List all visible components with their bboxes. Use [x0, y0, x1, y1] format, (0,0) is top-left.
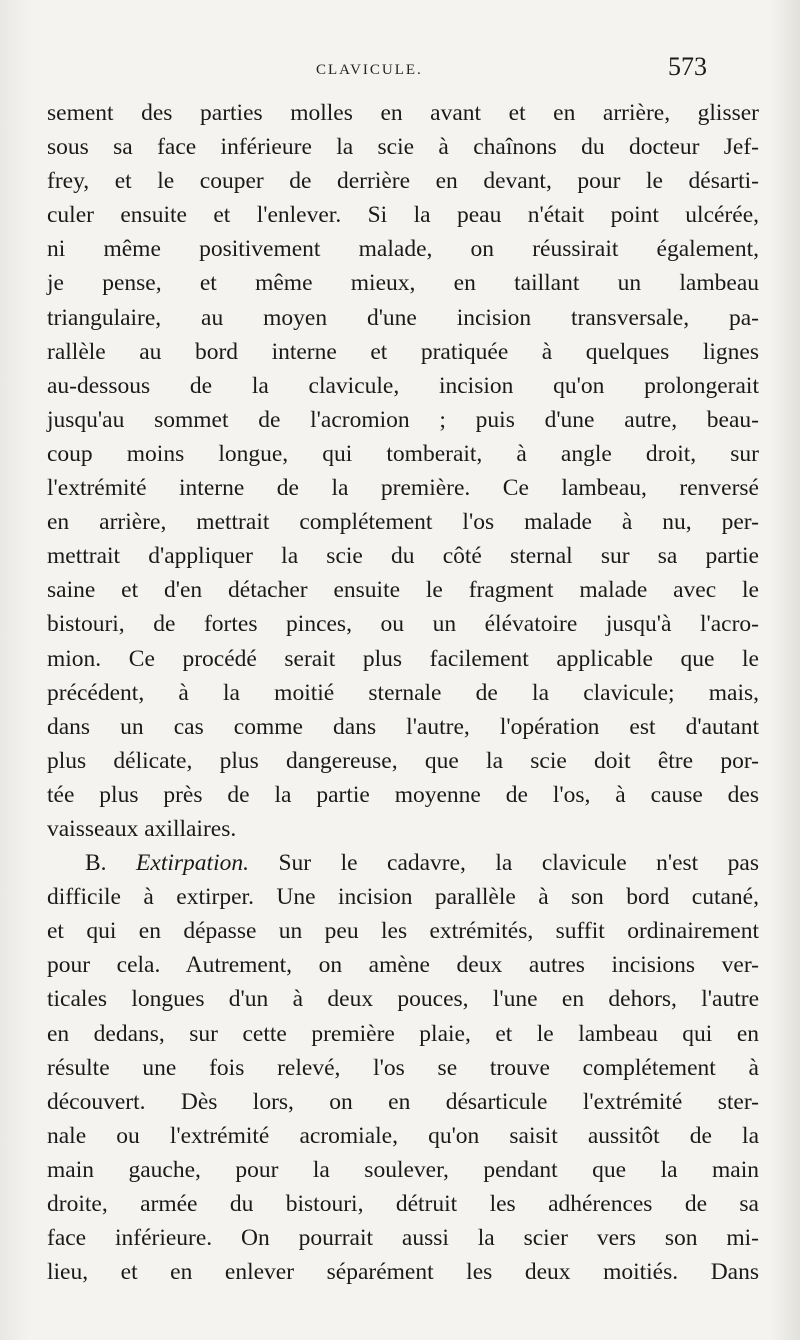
text-line: bistouri, de fortes pinces, ou un élévatoire jusqu'à l'acro- [47, 611, 759, 638]
text-line: nale ou l'extrémité acromiale, qu'on saisit aussitôt de la [47, 1122, 759, 1149]
text-line: triangulaire, au moyen d'une incision transversale, pa- [47, 304, 759, 331]
text-line: ticales longues d'un à deux pouces, l'une en dehors, l'autre [47, 986, 759, 1013]
paragraph-2-first-line [47, 846, 759, 880]
text-line: difficile à extirper. Une incision parallèle à son bord cutané, [47, 884, 759, 911]
text-line: plus délicate, plus dangereuse, que la scie doit être por- [47, 747, 759, 774]
body-text [47, 96, 759, 1289]
text-line: rallèle au bord interne et pratiquée à quelques lignes [47, 338, 759, 365]
text-line: droite, armée du bistouri, détruit les adhérences de sa [47, 1191, 759, 1217]
section-label: B. [85, 850, 107, 877]
text-line: coup moins longue, qui tomberait, à angle droit, sur [47, 440, 759, 467]
text-line: tée plus près de la partie moyenne de l'os, à cause des [47, 781, 759, 808]
text-line: ni même positivement malade, on réussirait également, [47, 236, 759, 263]
running-title: CLAVICULE. [316, 62, 423, 78]
text-line: main gauche, pour la soulever, pendant que la main [47, 1156, 759, 1183]
text-line: jusqu'au sommet de l'acromion ; puis d'une autre, beau- [47, 406, 759, 433]
text-line: dans un cas comme dans l'autre, l'opération est d'autant [47, 713, 759, 740]
text-line: précédent, à la moitié sternale de la clavicule; mais, [47, 679, 759, 706]
text-line: je pense, et même mieux, en taillant un lambeau [47, 270, 759, 297]
text-line: découvert. Dès lors, on en désarticule l'extrémité ster- [47, 1088, 759, 1115]
text-line: lieu, et en enlever séparément les deux moitiés. Dans [47, 1259, 759, 1286]
text-line: résulte une fois relevé, l'os se trouve complétement à [47, 1054, 759, 1081]
first-line-text: Sur le cadavre, la clavicule n'est pas [278, 850, 760, 877]
text-line: au-dessous de la clavicule, incision qu'on prolongerait [47, 372, 759, 399]
page-number: 573 [668, 52, 707, 81]
text-line: en dedans, sur cette première plaie, et le lambeau qui en [47, 1020, 759, 1047]
text-line: saine et d'en détacher ensuite le fragment malade avec le [47, 577, 759, 604]
text-line: frey, et le couper de derrière en devant, pour le désarti- [47, 168, 759, 195]
text-line: mion. Ce procédé serait plus facilement applicable que le [47, 645, 759, 672]
paragraph-2 [47, 846, 759, 1289]
text-line: sous sa face inférieure la scie à chaînons du docteur Jef- [47, 134, 759, 161]
text-line: face inférieure. On pourrait aussi la scier vers son mi- [47, 1225, 759, 1252]
section-heading: Extirpation. [136, 850, 249, 877]
text-line: l'extrémité interne de la première. Ce lambeau, renversé [47, 475, 759, 502]
text-line: pour cela. Autrement, on amène deux autres incisions ver- [47, 952, 759, 979]
text-line: en arrière, mettrait complétement l'os malade à nu, per- [47, 509, 759, 536]
running-head [0, 52, 800, 92]
text-line: sement des parties molles en avant et en arrière, glisser [47, 100, 759, 126]
text-line: culer ensuite et l'enlever. Si la peau n'était point ulcérée, [47, 202, 759, 229]
text-line: vaisseaux axillaires. [47, 815, 237, 842]
text-line: et qui en dépasse un peu les extrémités, suffit ordinairement [47, 918, 759, 945]
paragraph-1 [47, 96, 759, 846]
text-line: mettrait d'appliquer la scie du côté sternal sur sa partie [47, 543, 759, 570]
